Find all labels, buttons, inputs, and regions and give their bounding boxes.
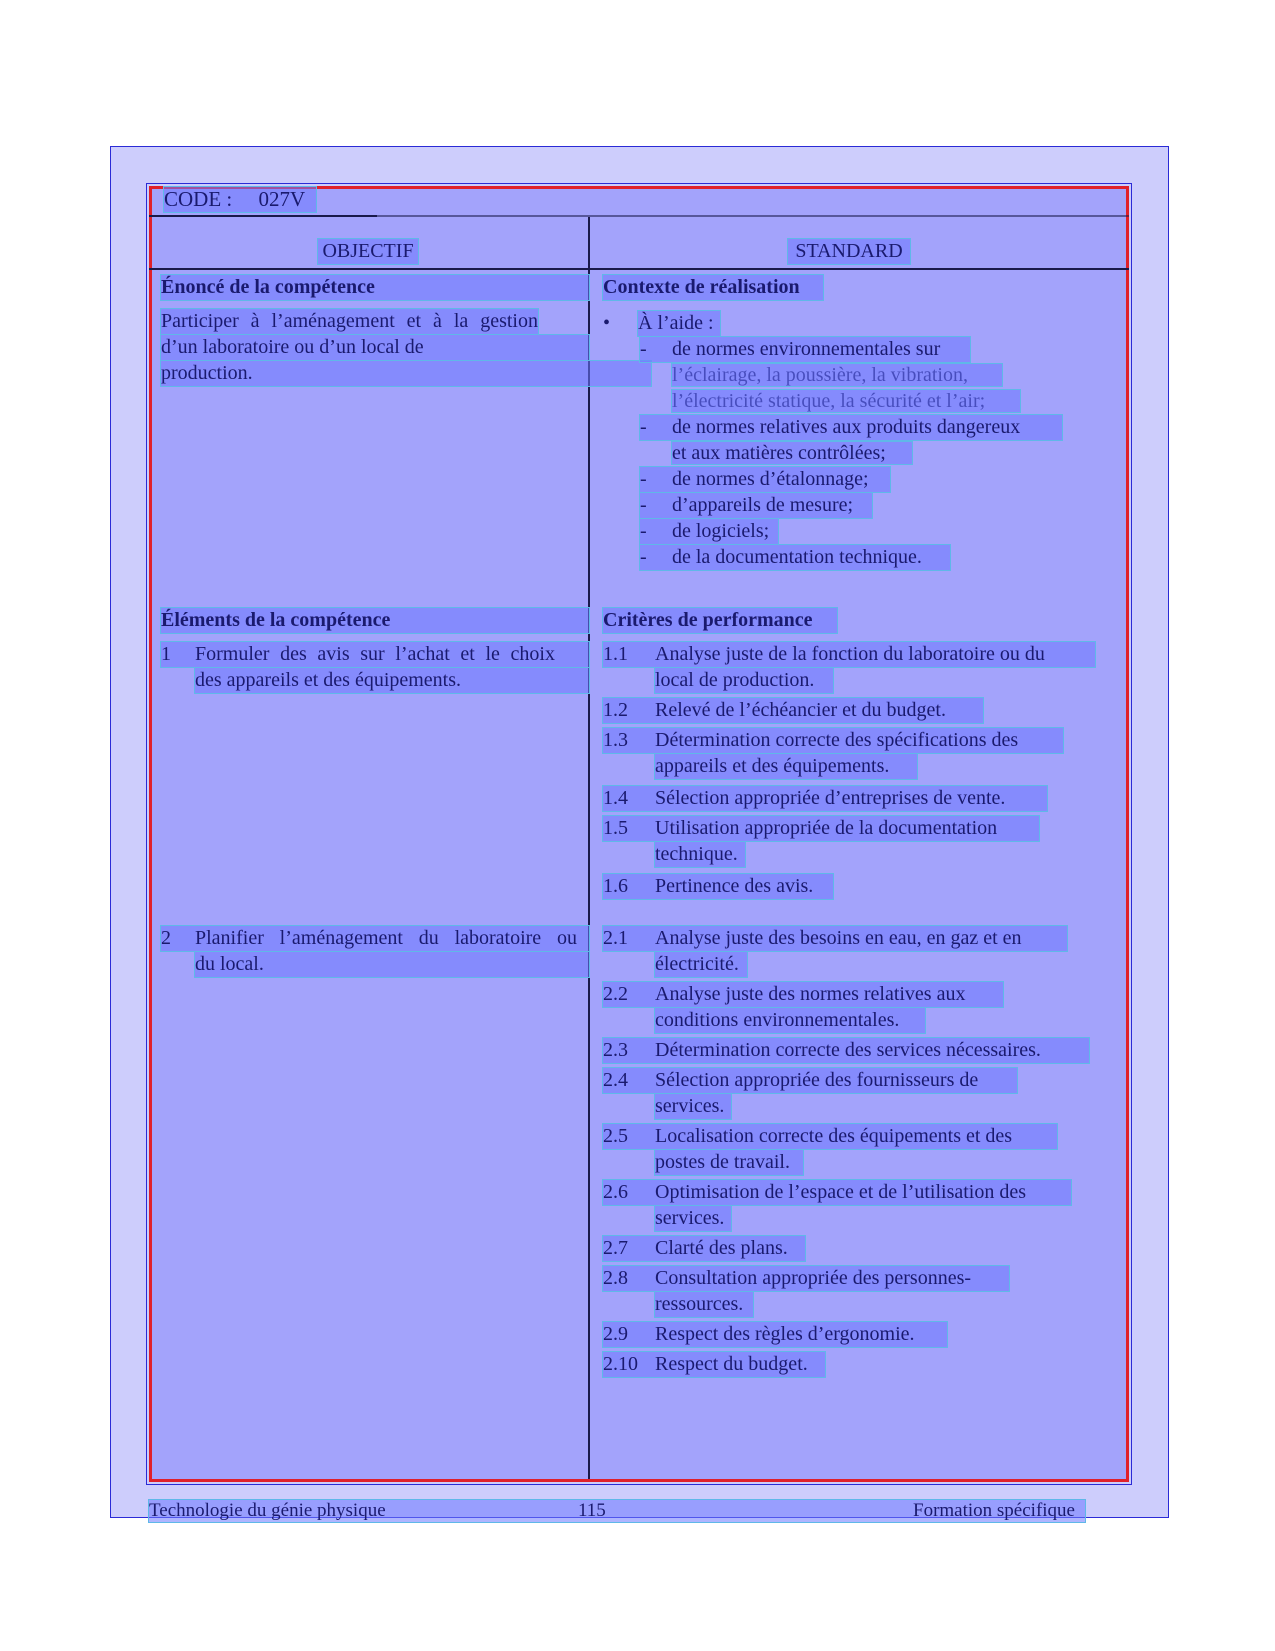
enonce-line: d’un laboratoire ou d’un local de xyxy=(161,335,589,360)
header-top-rule xyxy=(149,215,1129,217)
criterion-text: Détermination correcte des services nécessaires. xyxy=(655,1039,1041,1061)
criterion-number: 2.1 xyxy=(603,927,628,949)
criterion-text: Analyse juste des normes relatives aux xyxy=(655,983,966,1005)
dash-marker: - xyxy=(640,546,647,568)
criterion-text: Détermination correcte des spécifications des xyxy=(655,729,1019,751)
code-value: 027V xyxy=(258,187,306,211)
header-bottom-rule xyxy=(149,268,1129,270)
element-line: du local. xyxy=(195,952,589,977)
criterion-number: 2.4 xyxy=(603,1069,628,1091)
element-line: Formuler des avis sur l’achat et le choix xyxy=(195,643,555,665)
criterion-number: 1.5 xyxy=(603,817,628,839)
contexte-item xyxy=(640,467,890,492)
criterion-text: Consultation appropriée des personnes- xyxy=(655,1267,972,1289)
enonce-title: Énoncé de la compétence xyxy=(161,275,589,300)
criterion-number: 2.2 xyxy=(603,983,628,1005)
criterion-number: 1.2 xyxy=(603,699,628,721)
objectif-header: OBJECTIF xyxy=(318,239,418,264)
criterion-line: électricité. xyxy=(655,952,747,977)
contexte-item xyxy=(640,493,872,518)
contexte-item xyxy=(640,337,970,362)
criterion-number: 2.8 xyxy=(603,1267,628,1289)
enonce-line: production. xyxy=(161,361,651,386)
standard-header: STANDARD xyxy=(788,239,910,264)
contexte-item-line: de logiciels; xyxy=(672,520,770,542)
criteres-title: Critères de performance xyxy=(603,608,837,633)
criterion-number: 1.4 xyxy=(603,787,628,809)
aide-bullet: • xyxy=(603,312,611,334)
highlight xyxy=(672,390,1020,412)
criterion-line: local de production. xyxy=(655,668,833,693)
contexte-item-line: de la documentation technique. xyxy=(672,546,922,568)
criterion-item xyxy=(603,1236,805,1261)
criterion-item xyxy=(603,698,983,723)
dash-marker: - xyxy=(640,494,647,516)
code-label: CODE : xyxy=(164,187,233,211)
contexte-title: Contexte de réalisation xyxy=(603,275,823,300)
criterion-item xyxy=(603,1352,825,1377)
criterion-text: Localisation correcte des équipements et des xyxy=(655,1125,1013,1147)
criterion-line: ressources. xyxy=(655,1292,753,1317)
criterion-number: 2.5 xyxy=(603,1125,628,1147)
criterion-item xyxy=(603,982,1003,1007)
dash-marker: - xyxy=(640,338,647,360)
criterion-text: Respect des règles d’ergonomie. xyxy=(655,1323,915,1345)
contexte-item-line: de normes relatives aux produits dangereux xyxy=(672,416,1021,438)
criterion-text: Pertinence des avis. xyxy=(655,875,814,897)
criterion-number: 2.6 xyxy=(603,1181,628,1203)
contexte-item xyxy=(640,519,778,544)
criterion-item xyxy=(603,1180,1071,1205)
dash-marker: - xyxy=(640,416,647,438)
criterion-text: Optimisation de l’espace et de l’utilisation des xyxy=(655,1181,1027,1203)
dash-marker: - xyxy=(640,468,647,490)
criterion-number: 2.3 xyxy=(603,1039,628,1061)
criterion-number: 2.10 xyxy=(603,1353,638,1375)
criterion-number: 2.9 xyxy=(603,1323,628,1345)
contexte-item-line: de normes d’étalonnage; xyxy=(672,468,869,490)
contexte-item-line: d’appareils de mesure; xyxy=(672,494,854,516)
contexte-item xyxy=(640,415,1062,440)
criterion-number: 1.1 xyxy=(603,643,628,665)
contexte-item xyxy=(640,545,950,570)
criterion-line: technique. xyxy=(655,842,745,867)
element-number: 1 xyxy=(161,643,171,665)
criterion-line: appareils et des équipements. xyxy=(655,754,917,779)
code-field xyxy=(164,187,316,212)
criterion-item xyxy=(603,1322,947,1347)
element-number: 2 xyxy=(161,927,171,949)
criterion-line: services. xyxy=(655,1206,731,1231)
criterion-item xyxy=(603,1266,1009,1291)
criterion-text: Analyse juste de la fonction du laboratoire ou du xyxy=(655,643,1045,665)
dash-marker: - xyxy=(640,520,647,542)
element-line: des appareils et des équipements. xyxy=(195,668,589,693)
element-2 xyxy=(161,926,589,951)
criterion-text: Clarté des plans. xyxy=(655,1237,788,1259)
aide-label: À l’aide : xyxy=(638,311,720,336)
criterion-line: postes de travail. xyxy=(655,1150,803,1175)
criterion-item xyxy=(603,642,1095,667)
criterion-text: Utilisation appropriée de la documentation xyxy=(655,817,998,839)
criterion-item xyxy=(603,926,1067,951)
criterion-item xyxy=(603,874,833,899)
criterion-text: Relevé de l’échéancier et du budget. xyxy=(655,699,946,721)
column-divider xyxy=(588,217,590,1479)
enonce-line: Participer à l’aménagement et à la gestion xyxy=(161,310,538,332)
criterion-text: Sélection appropriée des fournisseurs de xyxy=(655,1069,979,1091)
criterion-item xyxy=(603,1124,1057,1149)
criterion-item xyxy=(603,728,1063,753)
criterion-number: 1.3 xyxy=(603,729,628,751)
elements-title: Éléments de la compétence xyxy=(161,608,589,633)
criterion-text: Analyse juste des besoins en eau, en gaz et en xyxy=(655,927,1022,949)
criterion-number: 1.6 xyxy=(603,875,628,897)
criterion-item xyxy=(603,786,1047,811)
footer-left: Technologie du génie physique xyxy=(149,1500,386,1521)
criterion-item xyxy=(603,1038,1089,1063)
criterion-text: Sélection appropriée d’entreprises de vente. xyxy=(655,787,1006,809)
criterion-number: 2.7 xyxy=(603,1237,628,1259)
page-number: 115 xyxy=(578,1500,606,1521)
highlight xyxy=(672,364,1002,386)
element-1 xyxy=(161,642,589,667)
criterion-line: conditions environnementales. xyxy=(655,1008,925,1033)
contexte-item-line: de normes environnementales sur xyxy=(672,338,941,360)
criterion-line: services. xyxy=(655,1094,731,1119)
contexte-item-line: et aux matières contrôlées; xyxy=(672,442,886,464)
criterion-item xyxy=(603,1068,1017,1093)
element-line: Planifier l’aménagement du laboratoire ou xyxy=(195,927,577,949)
criterion-item xyxy=(603,816,1039,841)
footer-right: Formation spécifique xyxy=(913,1500,1075,1521)
criterion-text: Respect du budget. xyxy=(655,1353,808,1375)
